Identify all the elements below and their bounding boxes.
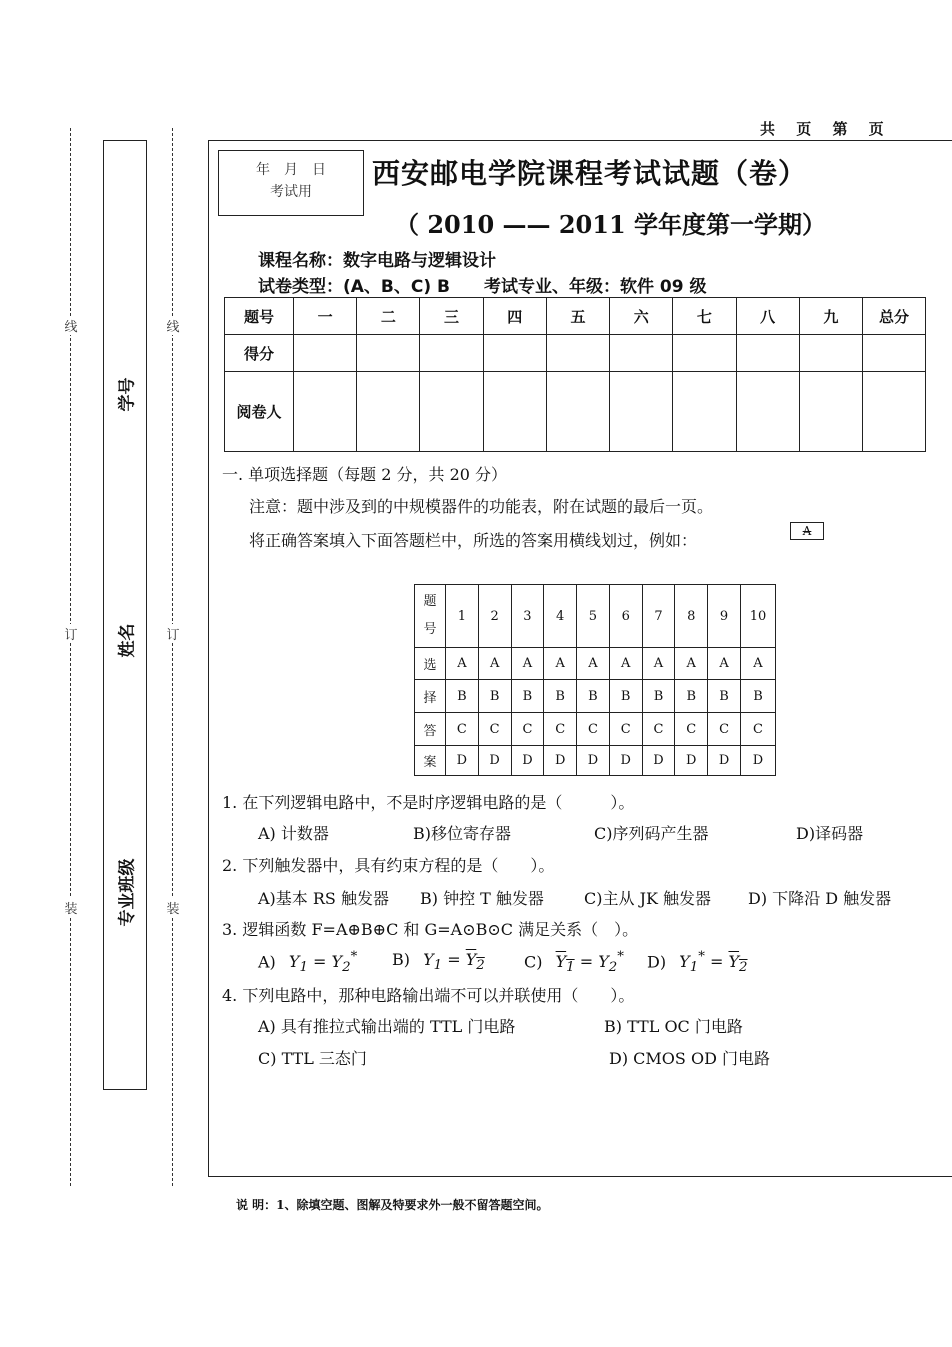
question-3-stem: 3. 逻辑函数 F=A⊕B⊕C 和 G=A⊙B⊙C 满足关系（ ）。 [222,920,639,939]
answer-option-d[interactable]: D [478,746,511,776]
answer-option-b[interactable]: B [708,680,741,713]
score-cell[interactable] [863,335,926,372]
answer-option-b[interactable]: B [544,680,577,713]
score-cell[interactable] [673,335,736,372]
question-3-option-c-label: C) [524,952,543,972]
answer-q-label-2: 号 [423,622,437,637]
question-2-option-c: C)主从 JK 触发器 [584,889,712,908]
grader-row [225,372,926,452]
score-cell[interactable] [610,335,673,372]
question-2-option-d: D) 下降沿 D 触发器 [748,889,892,908]
question-1-stem: 1. 在下列逻辑电路中，不是时序逻辑电路的是（ ）。 [222,793,635,812]
question-3-option-b-label: B) [392,950,410,969]
question-3-option-b [392,950,485,973]
score-header-cell: 六 [610,298,673,335]
formula-c: $Y_1 = Y_2^*$ [555,950,624,976]
answer-number: 9 [708,585,741,648]
answer-option-d[interactable]: D [675,746,708,776]
score-cell[interactable] [483,335,546,372]
answer-option-row [415,680,776,713]
score-cell[interactable] [420,335,483,372]
answer-number: 2 [478,585,511,648]
answer-number: 3 [511,585,544,648]
answer-option-b[interactable]: B [741,680,776,713]
student-name-label: 姓名 [117,623,138,658]
question-3-option-a-label: A) [258,952,276,972]
answer-option-b[interactable]: B [642,680,675,713]
grader-cell[interactable] [736,372,799,452]
score-header-cell: 总分 [863,298,926,335]
answer-option-b[interactable]: B [609,680,642,713]
answer-option-row [415,746,776,776]
student-class-label: 专业班级 [117,858,138,927]
answer-q-label [415,585,446,648]
grader-row-label: 阅卷人 [225,372,294,452]
score-header-cell: 五 [546,298,609,335]
formula-a: $Y_1 = Y_2^*$ [288,950,358,976]
exam-subtitle: （ 2010 —— 2011 学年度第一学期） [395,210,827,239]
answer-row-label: 择 [415,680,446,713]
score-header-cell: 二 [357,298,420,335]
score-header-cell: 九 [799,298,862,335]
grader-cell[interactable] [863,372,926,452]
grader-cell[interactable] [357,372,420,452]
answer-option-a[interactable]: A [642,648,675,680]
answer-option-d[interactable]: D [544,746,577,776]
answer-option-b[interactable]: B [577,680,610,713]
binding-char-staple: 订 [163,624,183,643]
answer-number: 4 [544,585,577,648]
date-box [218,150,364,216]
answer-table [414,584,776,776]
score-cell[interactable] [799,335,862,372]
answer-option-a[interactable]: A [511,648,544,680]
answer-option-a[interactable]: A [478,648,511,680]
score-header-cell: 三 [420,298,483,335]
answer-option-c[interactable]: C [544,713,577,746]
question-4-option-d: D) CMOS OD 门电路 [609,1049,770,1068]
answer-option-c[interactable]: C [511,713,544,746]
binding-char-staple: 订 [61,624,81,643]
binding-char-line: 线 [61,316,81,335]
question-1-option-a: A) 计数器 [258,824,329,843]
question-3-option-c [524,950,624,976]
answer-option-row [415,648,776,680]
student-info-box [103,140,147,1090]
answer-option-d[interactable]: D [642,746,675,776]
answer-number-row [415,585,776,648]
question-3-option-d [647,950,748,976]
answer-option-a[interactable]: A [446,648,479,680]
example-answer [790,522,824,540]
binding-line-outer [70,128,71,1186]
section1-heading: 一. 单项选择题（每题 2 分，共 20 分） [222,465,508,484]
date-box-purpose: 考试用 [270,184,312,200]
formula-b: $Y_1 = Y_2$ [423,950,485,974]
page-count-label: 共 页 第 页 [760,120,884,138]
grader-cell[interactable] [799,372,862,452]
score-cell[interactable] [736,335,799,372]
answer-option-c[interactable]: C [708,713,741,746]
answer-option-b[interactable]: B [511,680,544,713]
answer-option-a[interactable]: A [741,648,776,680]
answer-number: 8 [675,585,708,648]
score-cell[interactable] [546,335,609,372]
question-4-option-a: A) 具有推拉式输出端的 TTL 门电路 [258,1017,516,1036]
answer-number: 5 [577,585,610,648]
question-2-option-a: A)基本 RS 触发器 [258,889,389,908]
question-4-stem: 4. 下列电路中，那种电路输出端不可以并联使用（ ）。 [222,986,635,1005]
answer-option-c[interactable]: C [741,713,776,746]
answer-number: 1 [446,585,479,648]
answer-option-a[interactable]: A [675,648,708,680]
question-2-stem: 2. 下列触发器中，具有约束方程的是（ ）。 [222,856,555,875]
score-header-cell: 八 [736,298,799,335]
score-header-cell: 四 [483,298,546,335]
grader-cell[interactable] [610,372,673,452]
question-4-option-b: B) TTL OC 门电路 [604,1017,743,1036]
question-2-option-b: B) 钟控 T 触发器 [420,889,544,908]
binding-char-line: 线 [163,316,183,335]
answer-option-d[interactable]: D [741,746,776,776]
section1-note: 注意：题中涉及到的中规模器件的功能表，附在试题的最后一页。 [249,497,714,516]
date-box-date: 年 月 日 [256,162,326,178]
grader-cell[interactable] [294,372,357,452]
answer-number: 10 [741,585,776,648]
question-1-option-b: B)移位寄存器 [413,824,512,843]
answer-option-c[interactable]: C [446,713,479,746]
answer-row-label: 答 [415,713,446,746]
answer-option-b[interactable]: B [446,680,479,713]
answer-option-b[interactable]: B [675,680,708,713]
example-answer-text: A [802,524,812,538]
answer-option-row [415,713,776,746]
score-header-row [225,298,926,335]
answer-q-label-1: 题 [423,594,437,609]
answer-option-a[interactable]: A [544,648,577,680]
answer-option-c[interactable]: C [675,713,708,746]
answer-number: 6 [609,585,642,648]
answer-option-b[interactable]: B [478,680,511,713]
exam-title: 西安邮电学院课程考试试题（卷） [372,157,808,190]
binding-char-bind: 装 [61,898,81,917]
footnote: 说 明：1、除填空题、图解及特要求外一般不留答题空间。 [236,1198,549,1212]
answer-row-label: 选 [415,648,446,680]
answer-number: 7 [642,585,675,648]
answer-option-d[interactable]: D [577,746,610,776]
binding-line-inner [172,128,173,1186]
question-3-option-d-label: D) [647,952,667,972]
grader-cell[interactable] [483,372,546,452]
grader-cell[interactable] [420,372,483,452]
paper-type: 试卷类型：(A、B、C) B 考试专业、年级：软件 09 级 [258,277,707,297]
score-header-cell: 题号 [225,298,294,335]
score-cell[interactable] [357,335,420,372]
score-header-cell: 一 [294,298,357,335]
answer-option-d[interactable]: D [609,746,642,776]
score-row [225,335,926,372]
score-cell[interactable] [294,335,357,372]
formula-d: $Y_1^* = Y_2$ [679,950,748,976]
answer-option-a[interactable]: A [609,648,642,680]
answer-option-c[interactable]: C [609,713,642,746]
answer-option-d[interactable]: D [511,746,544,776]
answer-row-label: 案 [415,746,446,776]
answer-option-a[interactable]: A [577,648,610,680]
score-row-label: 得分 [225,335,294,372]
question-1-option-c: C)序列码产生器 [594,824,709,843]
question-1-option-d: D)译码器 [796,824,864,843]
grader-cell[interactable] [673,372,736,452]
answer-option-c[interactable]: C [577,713,610,746]
score-header-cell: 七 [673,298,736,335]
answer-option-c[interactable]: C [478,713,511,746]
score-table [224,297,926,452]
question-3-option-a [258,950,357,976]
binding-char-bind: 装 [163,898,183,917]
grader-cell[interactable] [546,372,609,452]
answer-option-c[interactable]: C [642,713,675,746]
answer-option-a[interactable]: A [708,648,741,680]
question-4-option-c: C) TTL 三态门 [258,1049,367,1068]
answer-option-d[interactable]: D [446,746,479,776]
section1-instruction: 将正确答案填入下面答题栏中，所选的答案用横线划过，例如： [249,531,698,550]
student-id-label: 学号 [117,377,138,412]
course-name: 课程名称：数字电路与逻辑设计 [258,251,496,271]
answer-option-d[interactable]: D [708,746,741,776]
